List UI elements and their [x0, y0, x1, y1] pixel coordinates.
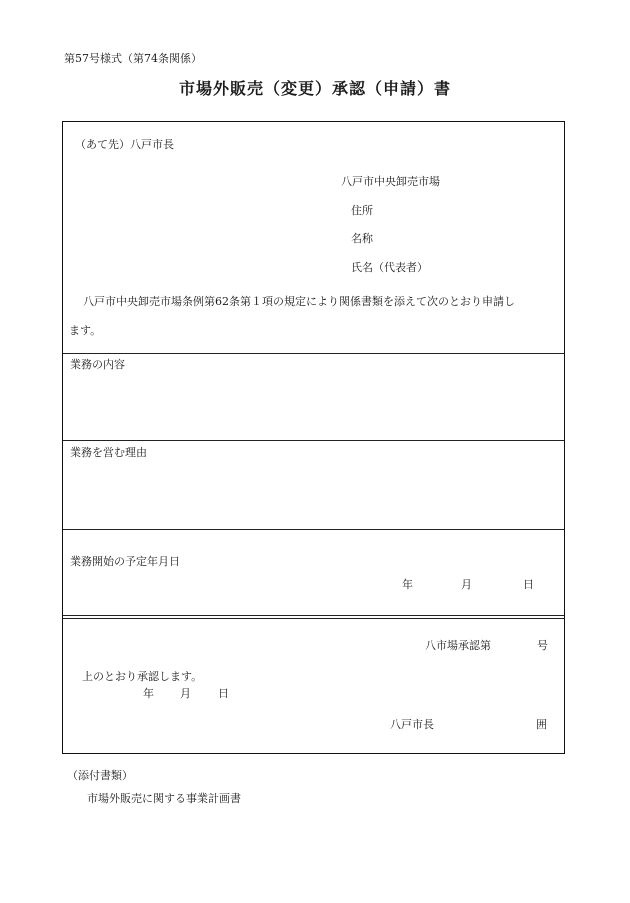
applicant-market: 八戸市中央卸売市場 [341, 175, 440, 188]
form-number: 第57号様式（第74条関係） [64, 52, 202, 65]
document-title: 市場外販売（変更）承認（申請）書 [178, 79, 451, 98]
approval-statement: 上のとおり承認します。 [82, 670, 203, 683]
representative-label: 氏名（代表者） [351, 261, 428, 274]
date-year: 年 [402, 578, 413, 591]
seal-mark: 囲 [536, 718, 547, 731]
divider-approval [63, 615, 564, 619]
form-frame [62, 121, 565, 754]
approval-day: 日 [218, 687, 229, 700]
section-start-date: 業務開始の予定年月日 [70, 555, 180, 568]
mayor-label: 八戸市長 [390, 718, 434, 731]
divider-content [63, 440, 564, 441]
approval-month: 月 [180, 687, 191, 700]
divider-reason [63, 529, 564, 530]
approval-number-suffix: 号 [537, 639, 548, 652]
application-text-line2: ます。 [69, 324, 102, 337]
addressee: （あて先）八戸市長 [75, 138, 174, 151]
attachments-heading: （添付書類） [67, 769, 133, 782]
date-month: 月 [461, 578, 472, 591]
name-label: 名称 [351, 232, 373, 245]
address-label: 住所 [351, 204, 373, 217]
attachment-item: 市場外販売に関する事業計画書 [87, 792, 241, 805]
section-business-reason: 業務を営む理由 [70, 446, 147, 459]
application-text-line1: 八戸市中央卸売市場条例第62条第１項の規定により関係書類を添えて次のとおり申請し [83, 295, 515, 308]
approval-year: 年 [143, 687, 154, 700]
divider-application [63, 353, 564, 354]
approval-number-prefix: 八市場承認第 [425, 639, 491, 652]
date-day: 日 [523, 578, 534, 591]
section-business-content: 業務の内容 [70, 358, 125, 371]
